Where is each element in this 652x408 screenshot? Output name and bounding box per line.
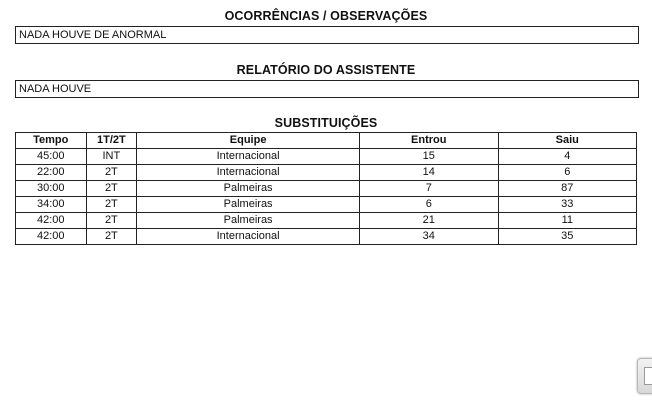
relatorio-box: NADA HOUVE — [15, 80, 639, 98]
cell-periodo: INT — [86, 149, 137, 165]
table-row — [16, 229, 637, 245]
substituicoes-title: SUBSTITUIÇÕES — [274, 116, 378, 130]
cell-equipe: Palmeiras — [137, 197, 360, 213]
cell-equipe: Internacional — [137, 229, 360, 245]
cell-saiu: 11 — [498, 213, 636, 229]
side-panel-toggle-button[interactable] — [637, 358, 652, 394]
relatorio-title: RELATÓRIO DO ASSISTENTE — [236, 63, 416, 77]
panel-icon — [644, 367, 652, 385]
header-entrou: Entrou — [360, 133, 499, 149]
header-periodo: 1T/2T — [86, 133, 137, 149]
cell-entrou: 6 — [360, 197, 499, 213]
cell-tempo: 45:00 — [16, 149, 87, 165]
substituicoes-table — [15, 132, 637, 245]
cell-equipe: Palmeiras — [137, 181, 360, 197]
cell-entrou: 21 — [360, 213, 499, 229]
cell-tempo: 42:00 — [16, 213, 87, 229]
cell-entrou: 15 — [360, 149, 499, 165]
cell-tempo: 30:00 — [16, 181, 87, 197]
cell-saiu: 87 — [498, 181, 636, 197]
cell-saiu: 4 — [498, 149, 636, 165]
cell-equipe: Palmeiras — [137, 213, 360, 229]
cell-tempo: 42:00 — [16, 229, 87, 245]
table-row — [16, 181, 637, 197]
cell-tempo: 22:00 — [16, 165, 87, 181]
ocorrencias-title: OCORRÊNCIAS / OBSERVAÇÕES — [224, 9, 428, 23]
table-row — [16, 213, 637, 229]
cell-periodo: 2T — [86, 165, 137, 181]
table-row — [16, 197, 637, 213]
cell-periodo: 2T — [86, 213, 137, 229]
ocorrencias-box: NADA HOUVE DE ANORMAL — [15, 26, 639, 44]
cell-saiu: 33 — [498, 197, 636, 213]
cell-periodo: 2T — [86, 197, 137, 213]
cell-entrou: 34 — [360, 229, 499, 245]
cell-equipe: Internacional — [137, 149, 360, 165]
cell-entrou: 7 — [360, 181, 499, 197]
cell-saiu: 35 — [498, 229, 636, 245]
header-saiu: Saiu — [498, 133, 636, 149]
table-header-row — [16, 133, 637, 149]
header-equipe: Equipe — [137, 133, 360, 149]
table-row — [16, 149, 637, 165]
cell-tempo: 34:00 — [16, 197, 87, 213]
cell-equipe: Internacional — [137, 165, 360, 181]
table-row — [16, 165, 637, 181]
cell-periodo: 2T — [86, 181, 137, 197]
cell-periodo: 2T — [86, 229, 137, 245]
cell-entrou: 14 — [360, 165, 499, 181]
cell-saiu: 6 — [498, 165, 636, 181]
header-tempo: Tempo — [16, 133, 87, 149]
